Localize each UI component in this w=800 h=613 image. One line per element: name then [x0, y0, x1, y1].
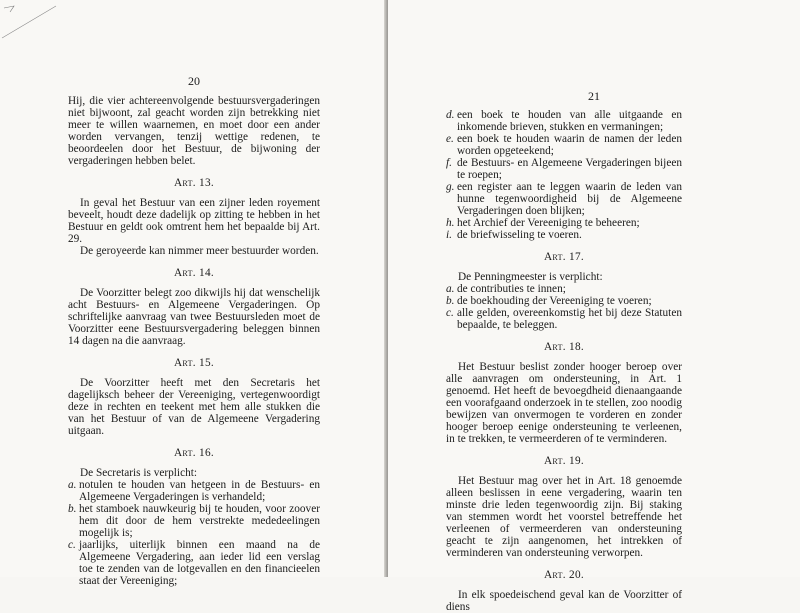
list-item-text: een boek te houden van alle uitgaande en inkomende brieven, stukken en vermaningen; [457, 109, 682, 133]
list-item-text: de briefwisseling te voeren. [457, 229, 582, 241]
list-marker: g. [446, 181, 455, 193]
duty-list-continued [446, 109, 682, 241]
article-heading: Art. 15. [173, 357, 215, 369]
list-marker: a. [68, 479, 77, 491]
list-item-text: de contributies te innen; [457, 283, 566, 295]
list-marker: h. [446, 217, 455, 229]
article-heading: Art. 16. [173, 447, 215, 459]
page-number: 21 [588, 89, 600, 103]
list-item [446, 217, 682, 229]
article-heading: Art. 18. [543, 341, 585, 353]
left-page [0, 0, 388, 587]
paragraph: In elk spoedeischend geval kan de Voorzitter of diens [446, 589, 682, 613]
paragraph: In geval het Bestuur van een zijner leden royement beveelt, houdt deze dadelijk op zitting te hebben in het Bestuur en geldt ook omtrent hem het bepaalde bij Art. 29. [68, 197, 320, 245]
list-marker: a. [446, 283, 455, 295]
list-item [446, 229, 682, 241]
article-heading: Art. 14. [173, 267, 215, 279]
paragraph: De Secretaris is verplicht: [80, 467, 198, 479]
list-item [446, 307, 682, 331]
list-item [68, 479, 320, 503]
list-marker: d. [446, 109, 455, 121]
list-marker: c. [68, 539, 76, 551]
paragraph: Hij, die vier achtereenvolgende bestuursvergaderingen niet bijwoont, zal geacht worden zijn betrekking niet meer te willen waarnemen, en moet door een ander worden vervangen, tenzij wettige redenen, te beoordeelen door het Bestuur, de bijwoning der vergaderingen hebben belet. [68, 95, 320, 167]
paragraph: De Voorzitter heeft met den Secretaris het dagelijksch beheer der Vereeniging, vertegenwoordigt deze in rechten en teekent met hem alle stukken die van het Bestuur of van de Algemeene Vergadering uitgaan. [68, 377, 320, 437]
article-heading: Art. 13. [173, 177, 215, 189]
list-item-text: het stamboek nauwkeurig bij te houden, voor zoover hem dit door de hem verstrekte mededeelingen mogelijk is; [79, 503, 320, 539]
list-item [446, 295, 682, 307]
treasurer-list [446, 283, 682, 331]
list-marker: i. [446, 229, 452, 241]
right-page [388, 0, 800, 613]
right-column [446, 109, 682, 613]
pencil-mark-icon [0, 2, 60, 42]
list-item-text: notulen te houden van hetgeen in de Bestuurs- en Algemeene Vergaderingen is verhandeld; [79, 479, 320, 503]
paragraph: De Voorzitter belegt zoo dikwijls hij dat wenschelijk acht Bestuurs- en Algemeene Vergaderingen. Op schriftelijke aanvraag van twee Bestuursleden moet de Voorzitter eene Bestuursvergadering beleggen binnen 14 dagen na die aanvraag. [68, 287, 320, 347]
paragraph: Het Bestuur beslist zonder hooger beroep over alle aanvragen om ondersteuning, in Art. 1 genoemd. Het heeft de bevoegdheid dienaangaande een voorafgaand onderzoek in te stellen, zoo noodig bewijzen van onvermogen te vorderen en zonder hooger beroep eenige ondersteuning te verleenen, in te trekken, te vermeerderen of te verminderen. [446, 361, 682, 445]
list-item-text: jaarlijks, uiterlijk binnen een maand na de Algemeene Vergadering, aan ieder lid een verslag toe te zenden van de lotgevallen en den financieelen staat der Vereeniging; [79, 539, 320, 587]
list-item-text: een register aan te leggen waarin de leden van hunne tegenwoordigheid bij de Algemeene Vergaderingen doen blijken; [457, 181, 682, 217]
list-marker: f. [446, 157, 452, 169]
list-item-text: het Archief der Vereeniging te beheeren; [457, 217, 640, 229]
list-item [446, 283, 682, 295]
list-item-text: de boekhouding der Vereeniging te voeren; [457, 295, 652, 307]
list-item [446, 181, 682, 217]
list-marker: b. [446, 295, 455, 307]
list-item [446, 133, 682, 157]
list-marker: c. [446, 307, 454, 319]
list-item [446, 157, 682, 181]
list-item [68, 539, 320, 587]
list-item [446, 109, 682, 133]
article-heading: Art. 19. [543, 455, 585, 467]
paragraph: De geroyeerde kan nimmer meer bestuurder worden. [80, 245, 319, 257]
list-item-text: een boek te houden waarin de namen der leden worden opgeteekend; [457, 133, 682, 157]
article-heading: Art. 20. [543, 569, 585, 581]
list-marker: b. [68, 503, 77, 515]
list-item [68, 503, 320, 539]
paragraph: De Penningmeester is verplicht: [458, 271, 603, 283]
left-column [68, 95, 320, 587]
paragraph: Het Bestuur mag over het in Art. 18 genoemde alleen beslissen in eene vergadering, waarin ten minste drie leden tegenwoordig zijn. Bij staking van stemmen wordt het voorstel betreffende het verleenen of vermeerderen van ondersteuning geacht te zijn aangenomen, het intrekken of verminderen van ondersteuning verworpen. [446, 475, 682, 559]
list-item-text: alle gelden, overeenkomstig het bij deze Statuten bepaalde, te beleggen. [457, 307, 682, 331]
article-heading: Art. 17. [543, 251, 585, 263]
list-item-text: de Bestuurs- en Algemeene Vergaderingen bijeen te roepen; [457, 157, 682, 181]
page-number: 20 [188, 74, 200, 88]
list-marker: e. [446, 133, 454, 145]
duty-list [68, 479, 320, 587]
